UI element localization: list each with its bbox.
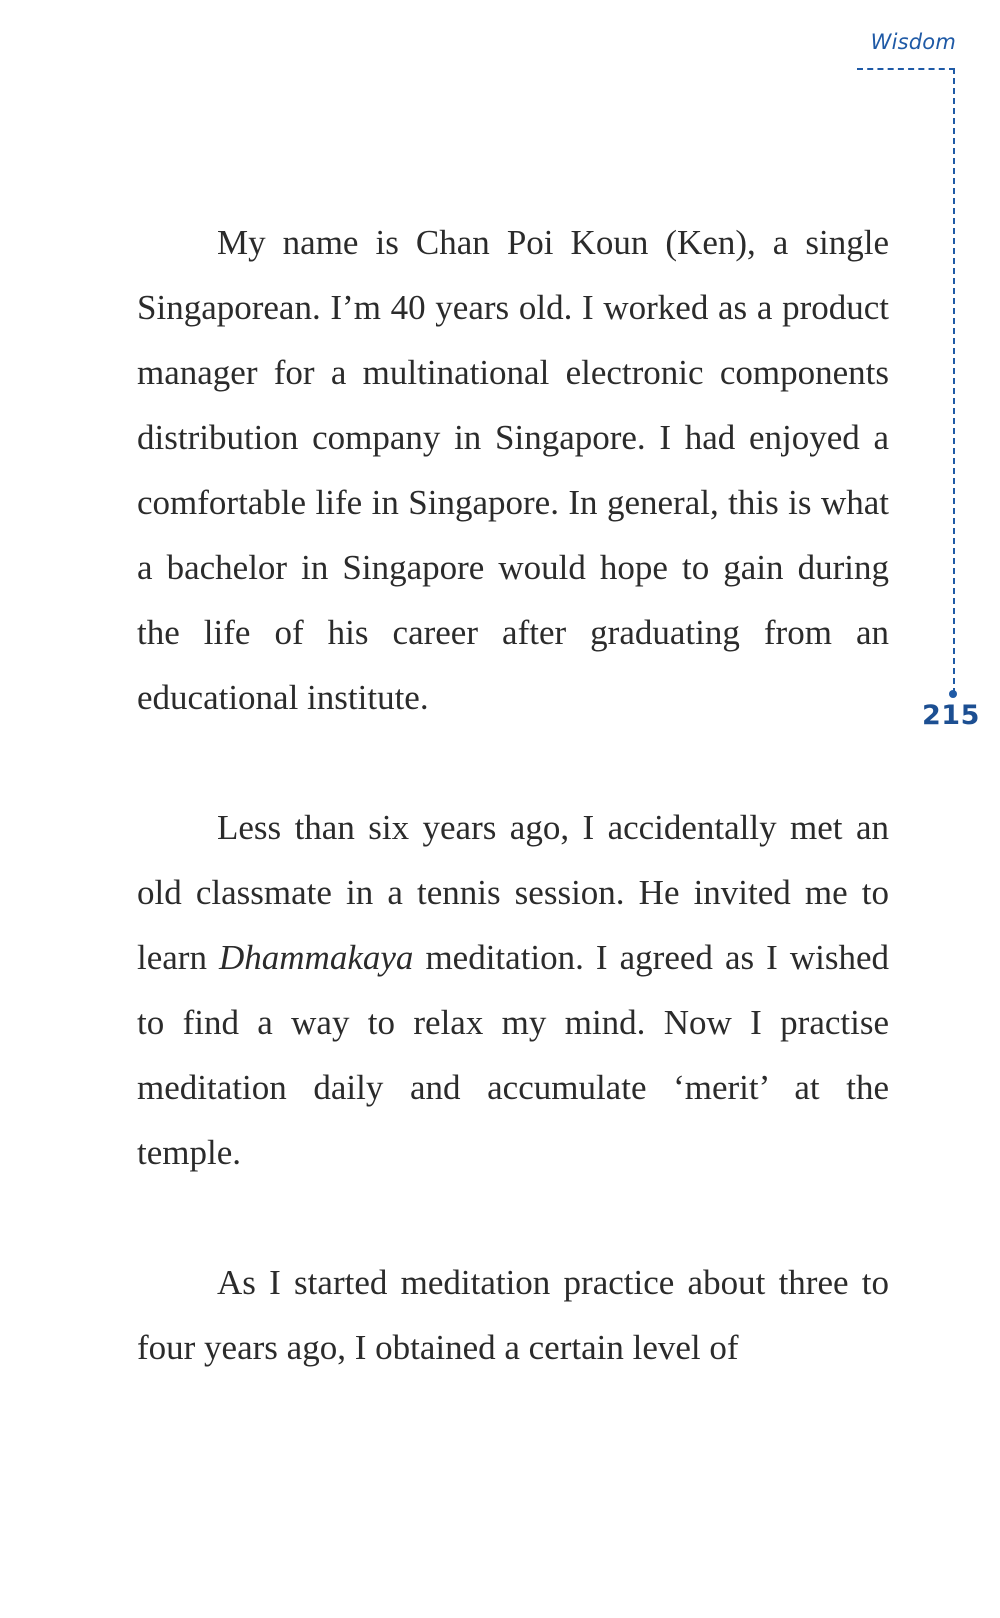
paragraph-2 — [137, 795, 889, 1185]
page-number: 215 — [922, 700, 980, 731]
running-header-section-title: Wisdom — [870, 30, 956, 54]
paragraph-2-text-before: Less than six years ago, I accidentally met an old classmate in a tennis session. He invited me to learn — [137, 808, 889, 977]
margin-dashed-rule-vertical — [953, 68, 955, 694]
rule-end-dot — [949, 690, 957, 698]
header-dashed-rule-horizontal — [857, 68, 955, 70]
paragraph-2-italic-term: Dhammakaya — [219, 938, 414, 977]
paragraph-3: As I started meditation practice about three to four years ago, I obtained a certain level of — [137, 1263, 889, 1367]
body-text — [137, 210, 889, 1380]
paragraph-2-text-after: meditation. I agreed as I wished to find a way to relax my mind. Now I practise meditation daily and accumulate ‘merit’ at the temple. — [137, 938, 889, 1172]
paragraph-1: My name is Chan Poi Koun (Ken), a single Singaporean. I’m 40 years old. I worked as a product manager for a multinational electronic components distribution company in Singapore. I had enjoyed a comfortable life in Singapore. In general, this is what a bachelor in Singapore would hope to gain during the life of his career after graduating from an educational institute. — [137, 223, 889, 717]
